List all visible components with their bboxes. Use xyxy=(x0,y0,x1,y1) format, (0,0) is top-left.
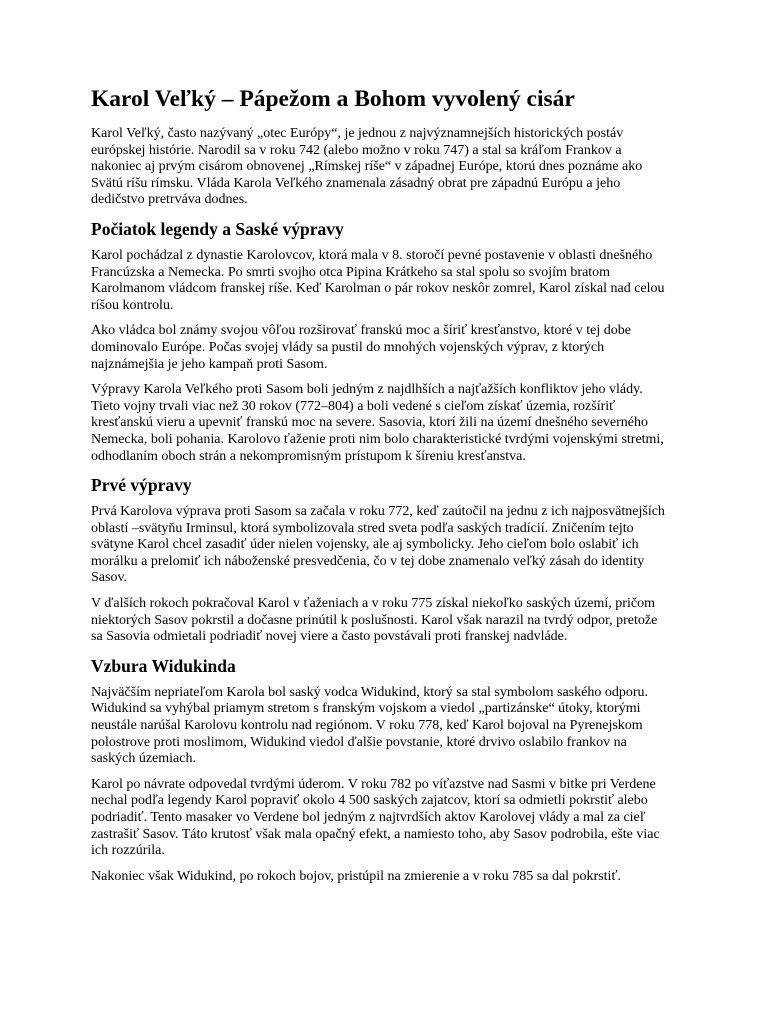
text-line: niektorých Sasov pokrstil a dočasne prinútil k poslušnosti. Karol však narazil na tvrdý odpor, pretože xyxy=(91,612,658,628)
text-line: Najväčším nepriateľom Karola bol saský vodca Widukind, ktorý sa stal symbolom saského odporu. xyxy=(91,684,648,700)
paragraph xyxy=(91,382,681,465)
text-line: morálku a prelomiť ich náboženské presvedčenia, čo v tej dobe znamenalo veľký zásah do identity xyxy=(91,553,645,569)
text-line: Nemecka, boli pohania. Karolovo ťaženie proti nim bolo charakteristické tvrdými vojenskými stretmi, xyxy=(91,431,664,447)
text-line: odhodlaním oboch strán a nekompromisným prístupom k šíreniu kresťanstva. xyxy=(91,448,526,464)
text-line: Výpravy Karola Veľkého proti Sasom boli jedným z najdlhších a najťažších konfliktov jeho vlády. xyxy=(91,382,643,398)
text-line: neustále narúšal Karolovu kontrolu nad regiónom. V roku 778, keď Karol bojoval na Pyrenejskom xyxy=(91,718,643,734)
text-line: V ďalších rokoch pokračoval Karol v ťaženiach a v roku 775 získal niekoľko saských území, pričom xyxy=(91,596,655,612)
section-heading: Prvé výpravy xyxy=(91,475,192,496)
intro-paragraph xyxy=(91,126,681,209)
text-line: dedičstvo pretrváva dodnes. xyxy=(91,192,248,208)
text-line: Nakoniec však Widukind, po rokoch bojov, pristúpil na zmierenie a v roku 785 sa dal pokrstiť. xyxy=(91,868,621,884)
text-line: oblastí –svätyňu Irminsul, ktorá symbolizovala stred sveta podľa saských tradícií. Zničením tejto xyxy=(91,520,634,536)
text-line: Karol Veľký, často nazývaný „otec Európy“, je jednou z najvýznamnejších historických postáv xyxy=(91,126,624,141)
text-line: Ako vládca bol známy svojou vôľou rozširovať franskú moc a šíriť kresťanstvo, ktoré v tej dobe xyxy=(91,323,631,339)
text-line: európskej histórie. Narodil sa v roku 742 (alebo možno v roku 747) a stal sa kráľom Frankov a xyxy=(91,142,622,158)
text-line: svätyne Karol chcel zasadiť úder nielen vojensky, ale aj symbolicky. Jeho cieľom bolo oslabiť ich xyxy=(91,537,639,553)
text-line: Karol pochádzal z dynastie Karolovcov, ktorá mala v 8. storočí pevné postavenie v oblasti dnešného xyxy=(91,247,653,263)
text-line: nakoniec aj prvým cisárom obnovenej „Rímskej ríše“ v západnej Európe, ktorú dnes poznáme ako xyxy=(91,159,643,175)
text-line: dominovalo Európe. Počas svojej vlády sa pustil do mnohých vojenských výprav, z ktorých xyxy=(91,339,605,355)
text-line: Prvá Karolova výprava proti Sasom sa začala v roku 772, keď zaútočil na jednu z ich najposvätnejších xyxy=(91,504,665,520)
text-line: sa Sasovia odmietali podriadiť novej viere a často povstávali proti franskej nadvláde. xyxy=(91,629,568,645)
paragraph xyxy=(91,777,681,860)
document-page xyxy=(91,84,681,894)
text-line: Karolmanom vládcom franskej ríše. Keď Karolman o pár rokov neskôr zomrel, Karol získal nad celou xyxy=(91,281,665,297)
text-line: Sasov. xyxy=(91,570,128,586)
text-line: ich rozzúrila. xyxy=(91,843,165,859)
paragraph xyxy=(91,504,681,587)
document-title: Karol Veľký – Pápežom a Bohom vyvolený cisár xyxy=(91,86,575,112)
text-line: Svätú ríšu rímsku. Vláda Karola Veľkého znamenala zásadný obrat pre západnú Európu a jeho xyxy=(91,175,621,191)
paragraph xyxy=(91,596,681,646)
text-line: Widukind sa vyhýbal priamym stretom s franským vojskom a viedol „partizánske“ útoky, ktorými xyxy=(91,701,641,717)
section-heading: Vzbura Widukinda xyxy=(91,655,236,676)
text-line: ríšou kontrolu. xyxy=(91,297,174,313)
text-line: zastrašiť Sasov. Táto krutosť však mala opačný efekt, a namiesto toho, aby Sasov podrobila, ešte viac xyxy=(91,826,660,842)
text-line: saských územiach. xyxy=(91,751,196,767)
text-line: nechal podľa legendy Karol popraviť okolo 4 500 saských zajatcov, ktorí sa odmietli pokrstiť alebo xyxy=(91,793,648,809)
section-heading: Počiatok legendy a Saské výpravy xyxy=(91,218,344,239)
text-line: polostrove proti moslimom, Widukind viedol ďalšie povstanie, ktoré drvivo oslabilo frankov na xyxy=(91,734,627,750)
paragraph xyxy=(91,323,681,373)
paragraph xyxy=(91,248,681,314)
text-line: kresťanskú vieru a upevniť franskú moc na severe. Sasovia, ktorí žili na území dnešného severného xyxy=(91,415,649,431)
text-line: podriadiť. Tento masaker vo Verdene bol jedným z najtvrdších aktov Karolovej vlády a mal za cieľ xyxy=(91,810,646,825)
text-line: Tieto vojny trvali viac než 30 rokov (772–804) a boli vedené s cieľom získať územia, rozšíriť xyxy=(91,398,616,414)
text-line: Karol po návrate odpovedal tvrdými úderom. V roku 782 po víťazstve nad Sasmi v bitke pri Verdene xyxy=(91,776,656,792)
paragraph xyxy=(91,685,681,768)
paragraph xyxy=(91,869,681,886)
text-line: Francúzska a Nemecka. Po smrti svojho otca Pipina Krátkeho sa stal spolu so svojím bratom xyxy=(91,264,611,280)
text-line: najznámejšia je jeho kampaň proti Sasom. xyxy=(91,356,328,372)
